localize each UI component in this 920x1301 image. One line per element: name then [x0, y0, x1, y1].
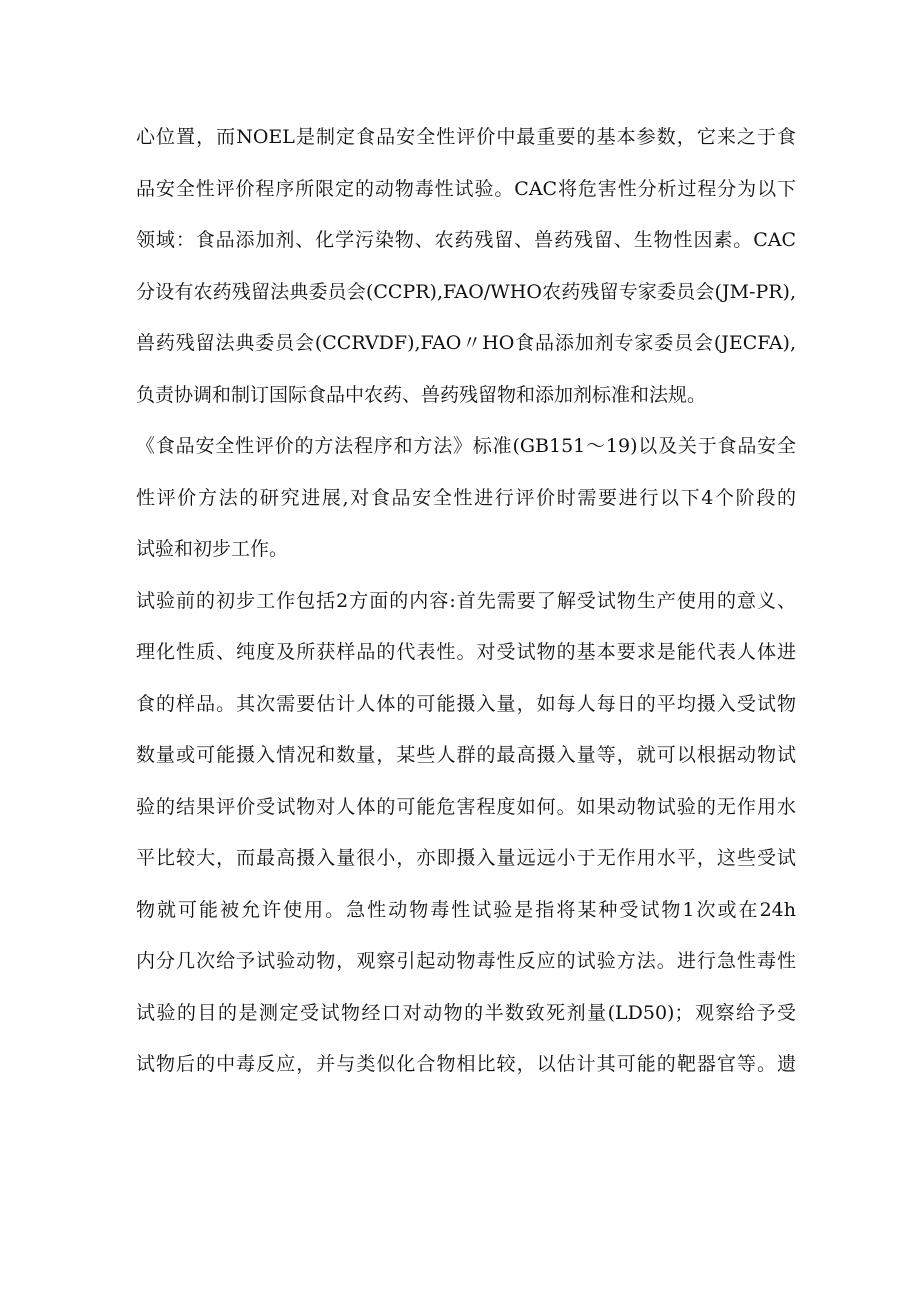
text-line: 验的结果评价受试物对人体的可能危害程度如何。如果动物试验的无作用水 [136, 795, 796, 818]
text-line: 理化性质、纯度及所获样品的代表性。对受试物的基本要求是能代表人体进 [136, 641, 796, 663]
text-line: 兽药残留法典委员会(CCRVDF),FAO〃HO食品添加剂专家委员会(JECFA), [136, 332, 796, 354]
text-line: 领域：食品添加剂、化学污染物、农药残留、兽药残留、生物性因素。CAC [136, 229, 796, 251]
text-line: 物就可能被允许使用。急性动物毒性试验是指将某种受试物1次或在24h [136, 898, 796, 921]
text-line: 试物后的中毒反应，并与类似化合物相比较，以估计其可能的靶器官等。遗 [136, 1053, 796, 1075]
paragraph-2 [136, 421, 796, 576]
text-line: 试验的目的是测定受试物经口对动物的半数致死剂量(LD50)；观察给予受 [136, 1001, 796, 1024]
text-line: 品安全性评价程序所限定的动物毒性试验。CAC将危害性分析过程分为以下 [136, 177, 796, 200]
text-line: 内分几次给予试验动物，观察引起动物毒性反应的试验方法。进行急性毒性 [136, 950, 796, 972]
document-page [136, 112, 796, 1091]
text-line: 性评价方法的研究进展,对食品安全性进行评价时需要进行以下4个阶段的 [136, 486, 796, 509]
text-line: 平比较大，而最高摄入量很小，亦即摄入量远远小于无作用水平，这些受试 [136, 847, 796, 869]
text-line: 食的样品。其次需要估计人体的可能摄入量，如每人每日的平均摄入受试物 [136, 692, 796, 715]
text-line: 《食品安全性评价的方法程序和方法》标准(GB151～19)以及关于食品安全 [136, 435, 796, 457]
text-line: 试验前的初步工作包括2方面的内容:首先需要了解受试物生产使用的意义、 [136, 589, 796, 612]
text-line: 心位置，而NOEL是制定食品安全性评价中最重要的基本参数，它来之于食 [136, 126, 796, 148]
text-line: 数量或可能摄入情况和数量，某些人群的最高摄入量等，就可以根据动物试 [136, 744, 796, 766]
text-line: 试验和初步工作。 [136, 538, 289, 560]
paragraph-3 [136, 576, 796, 1091]
paragraph-1 [136, 112, 796, 421]
text-line: 负责协调和制订国际食品中农药、兽药残留物和添加剂标准和法规。 [136, 383, 707, 406]
text-line: 分设有农药残留法典委员会(CCPR),FAO/WHO农药残留专家委员会(JM-PR), [136, 280, 796, 303]
